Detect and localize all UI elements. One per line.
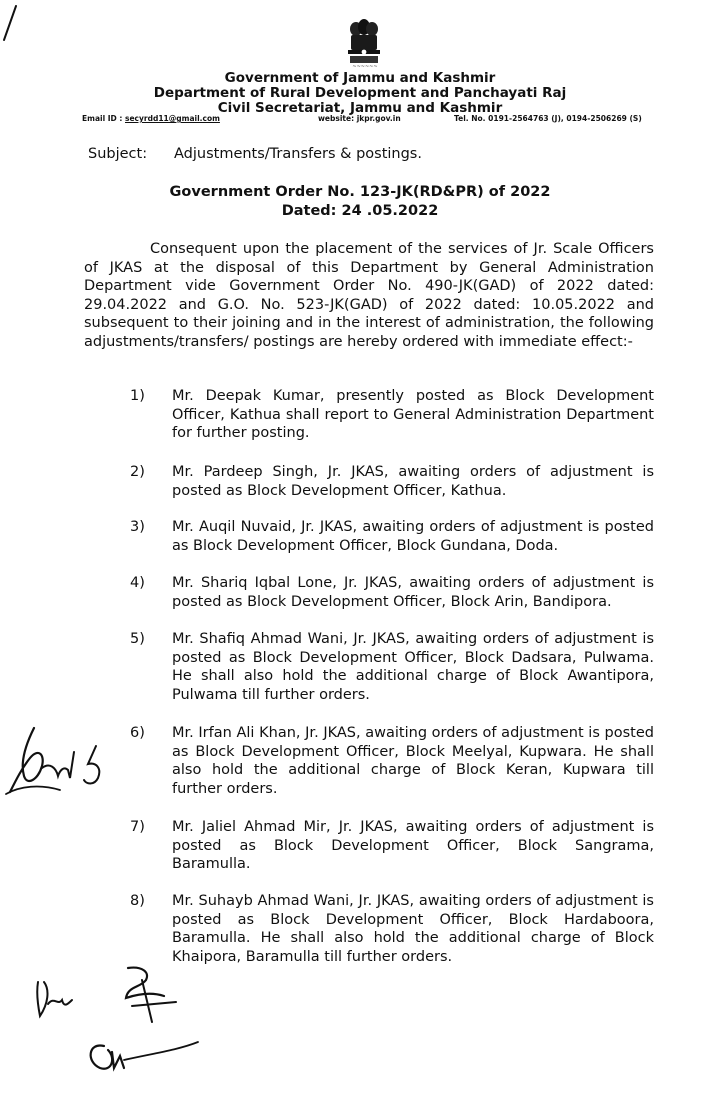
order-item (130, 630, 654, 704)
order-number: Government Order No. 123-JK(RD&PR) of 2022 (169, 184, 551, 200)
subject-line (88, 146, 422, 162)
letterhead-telephone: Tel. No. 0191-2564763 (J), 0194-2506269 (S) (454, 114, 642, 123)
handwritten-signature-icon (0, 958, 200, 1088)
item-text: Mr. Auqil Nuvaid, Jr. JKAS, awaiting orders of adjustment is posted as Block Development Officer, Block Gundana, Doda. (172, 519, 654, 554)
website-link[interactable]: jkpr.gov.in (356, 114, 401, 123)
item-number: 8) (130, 893, 145, 909)
order-item (130, 724, 654, 798)
order-date: Dated: 24 .05.2022 (281, 203, 439, 219)
handwritten-initials-icon (0, 718, 130, 803)
subject-text: Adjustments/Transfers & postings. (174, 146, 422, 162)
item-number: 1) (130, 388, 145, 404)
order-item (130, 892, 654, 966)
email-link[interactable]: secyrdd11@gmail.com (125, 114, 220, 123)
item-number: 4) (130, 575, 145, 591)
letterhead-government: Government of Jammu and Kashmir (224, 70, 496, 86)
margin-slash-mark-icon (0, 0, 20, 45)
item-number: 7) (130, 819, 145, 835)
item-number: 3) (130, 519, 145, 535)
email-label: Email ID : (82, 114, 125, 123)
item-text: Mr. Irfan Ali Khan, Jr. JKAS, awaiting orders of adjustment is posted as Block Development Officer, Block Meelyal, Kupwara. He shall also hold the additional charge of Block Keran, Kupwara till further orders. (172, 725, 654, 797)
order-item (130, 387, 654, 443)
state-emblem-icon (342, 18, 386, 66)
letterhead-department: Department of Rural Development and Panchayati Raj (153, 85, 567, 101)
item-text: Mr. Shariq Iqbal Lone, Jr. JKAS, awaiting orders of adjustment is posted as Block Development Officer, Block Arin, Bandipora. (172, 575, 654, 610)
website-label: website: (318, 114, 357, 123)
item-number: 2) (130, 464, 145, 480)
subject-label: Subject: (88, 146, 148, 162)
order-item (130, 463, 654, 500)
item-text: Mr. Suhayb Ahmad Wani, Jr. JKAS, awaiting orders of adjustment is posted as Block Development Officer, Block Hardaboora, Baramulla. He shall also hold the additional charge of Block Khaipora, Baramulla till further orders. (172, 893, 654, 965)
intro-paragraph: Consequent upon the placement of the services of Jr. Scale Officers of JKAS at the disposal of this Department by General Administration Department vide Government Order No. 490-JK(GAD) of 2022 dated: 29.04.2022 and G.O. No. 523-JK(GAD) of 2022 dated: 10.05.2022 and subsequent to their joining and in the interest of administration, the following adjustments/transfers/ postings are hereby ordered with immediate effect:- (84, 241, 654, 350)
order-item (130, 574, 654, 611)
letterhead-secretariat: Civil Secretariat, Jammu and Kashmir (217, 100, 503, 116)
item-text: Mr. Pardeep Singh, Jr. JKAS, awaiting orders of adjustment is posted as Block Development Officer, Kathua. (172, 464, 654, 499)
item-text: Mr. Deepak Kumar, presently posted as Block Development Officer, Kathua shall report to General Administration Department for further posting. (172, 388, 654, 441)
item-text: Mr. Shafiq Ahmad Wani, Jr. JKAS, awaiting orders of adjustment is posted as Block Development Officer, Block Dadsara, Pulwama. He shall also hold the additional charge of Block Awantipora, Pulwama till further orders. (172, 631, 654, 703)
order-item (130, 518, 654, 555)
item-number: 6) (130, 725, 145, 741)
order-item (130, 818, 654, 874)
item-number: 5) (130, 631, 145, 647)
letterhead-website (318, 114, 401, 123)
letterhead-email (82, 114, 220, 123)
emblem-caption: ~~~~~~ (352, 64, 378, 70)
item-text: Mr. Jaliel Ahmad Mir, Jr. JKAS, awaiting orders of adjustment is posted as Block Development Officer, Block Sangrama, Baramulla. (172, 819, 654, 872)
